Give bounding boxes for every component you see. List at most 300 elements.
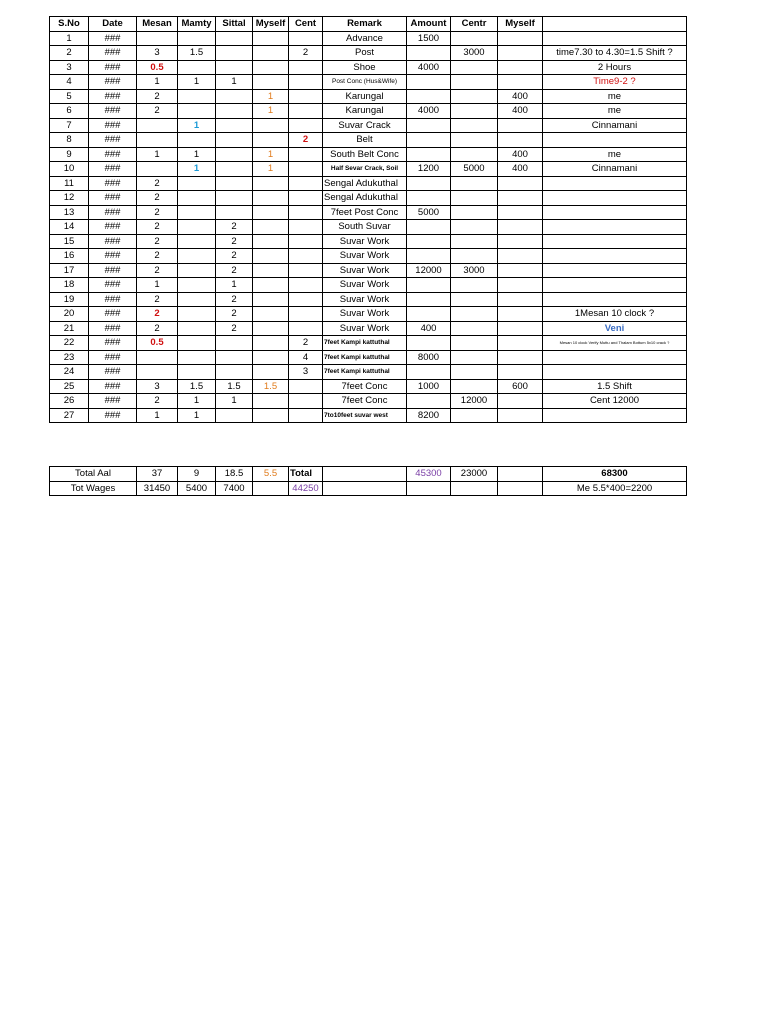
cell-note (543, 234, 687, 249)
cell-myself2 (498, 118, 543, 133)
cell-note (543, 408, 687, 423)
totals-cell-label: Tot Wages (50, 481, 137, 496)
cell-centr: 3000 (451, 46, 498, 61)
cell-myself (253, 205, 289, 220)
cell-remark: Karungal (323, 104, 407, 119)
header-amount: Amount (407, 17, 451, 32)
cell-sittal (216, 350, 253, 365)
cell-centr (451, 104, 498, 119)
cell-cent (289, 321, 323, 336)
cell-date: ### (89, 75, 137, 90)
cell-remark: Suvar Work (323, 292, 407, 307)
cell-mesan: 3 (137, 46, 178, 61)
cell-date: ### (89, 89, 137, 104)
cell-mamty: 1 (178, 162, 216, 177)
header-centr: Centr (451, 17, 498, 32)
cell-myself (253, 31, 289, 46)
cell-centr (451, 321, 498, 336)
table-row (50, 118, 687, 133)
cell-cent: 2 (289, 46, 323, 61)
cell-amount: 5000 (407, 205, 451, 220)
cell-date: ### (89, 365, 137, 380)
cell-myself (253, 133, 289, 148)
cell-date: ### (89, 394, 137, 409)
cell-centr: 12000 (451, 394, 498, 409)
cell-date: ### (89, 292, 137, 307)
cell-amount (407, 46, 451, 61)
cell-amount: 1500 (407, 31, 451, 46)
table-row (50, 249, 687, 264)
cell-myself2 (498, 365, 543, 380)
cell-cent (289, 408, 323, 423)
cell-myself (253, 321, 289, 336)
cell-note: me (543, 147, 687, 162)
cell-date: ### (89, 205, 137, 220)
cell-centr (451, 147, 498, 162)
cell-myself2: 400 (498, 162, 543, 177)
cell-sittal (216, 133, 253, 148)
cell-date: ### (89, 234, 137, 249)
cell-mamty (178, 307, 216, 322)
cell-centr (451, 292, 498, 307)
cell-sno: 19 (50, 292, 89, 307)
cell-sno: 13 (50, 205, 89, 220)
cell-note: Veni (543, 321, 687, 336)
cell-amount (407, 365, 451, 380)
cell-date: ### (89, 133, 137, 148)
cell-myself (253, 365, 289, 380)
table-row (50, 46, 687, 61)
header-date: Date (89, 17, 137, 32)
cell-date: ### (89, 162, 137, 177)
cell-mesan: 2 (137, 191, 178, 206)
cell-date: ### (89, 176, 137, 191)
cell-amount: 8200 (407, 408, 451, 423)
table-row (50, 350, 687, 365)
cell-cent (289, 89, 323, 104)
cell-amount (407, 394, 451, 409)
cell-mesan: 2 (137, 234, 178, 249)
totals-cell-centr: 23000 (451, 467, 498, 482)
cell-mamty (178, 220, 216, 235)
cell-cent (289, 220, 323, 235)
table-row (50, 394, 687, 409)
cell-myself2 (498, 249, 543, 264)
totals-cell-sittal: 7400 (216, 481, 253, 496)
cell-remark: 7feet Conc (323, 379, 407, 394)
header-myself2: Myself (498, 17, 543, 32)
cell-sittal (216, 147, 253, 162)
cell-mamty (178, 278, 216, 293)
cell-amount: 1200 (407, 162, 451, 177)
cell-myself (253, 60, 289, 75)
cell-note (543, 292, 687, 307)
cell-myself (253, 394, 289, 409)
cell-sno: 22 (50, 336, 89, 351)
cell-centr (451, 31, 498, 46)
cell-sno: 6 (50, 104, 89, 119)
totals-cell-label: Total Aal (50, 467, 137, 482)
cell-sittal (216, 60, 253, 75)
cell-myself2 (498, 278, 543, 293)
cell-centr (451, 220, 498, 235)
cell-mesan (137, 365, 178, 380)
cell-sittal (216, 46, 253, 61)
cell-date: ### (89, 408, 137, 423)
cell-cent (289, 31, 323, 46)
cell-mesan: 0.5 (137, 336, 178, 351)
cell-centr (451, 379, 498, 394)
cell-cent (289, 307, 323, 322)
cell-mesan: 2 (137, 249, 178, 264)
cell-remark: Post Conc (Hus&Wife) (323, 75, 407, 90)
cell-sittal (216, 89, 253, 104)
cell-amount (407, 176, 451, 191)
cell-myself2: 400 (498, 147, 543, 162)
cell-centr: 5000 (451, 162, 498, 177)
cell-myself: 1.5 (253, 379, 289, 394)
cell-mamty (178, 249, 216, 264)
header-mesan: Mesan (137, 17, 178, 32)
table-row (50, 307, 687, 322)
cell-mamty: 1.5 (178, 379, 216, 394)
cell-cent (289, 394, 323, 409)
cell-remark: Belt (323, 133, 407, 148)
cell-sittal: 2 (216, 234, 253, 249)
totals-cell-mesan: 31450 (137, 481, 178, 496)
cell-sittal (216, 205, 253, 220)
cell-mesan (137, 350, 178, 365)
cell-amount (407, 89, 451, 104)
cell-date: ### (89, 60, 137, 75)
cell-remark: Suvar Work (323, 307, 407, 322)
cell-centr (451, 307, 498, 322)
cell-note: time7.30 to 4.30=1.5 Shift ? (543, 46, 687, 61)
cell-sno: 14 (50, 220, 89, 235)
cell-myself2 (498, 263, 543, 278)
cell-cent (289, 191, 323, 206)
cell-myself: 1 (253, 147, 289, 162)
cell-cent: 2 (289, 133, 323, 148)
cell-remark: Suvar Work (323, 234, 407, 249)
cell-note: me (543, 104, 687, 119)
cell-amount (407, 234, 451, 249)
cell-date: ### (89, 191, 137, 206)
totals-cell-mesan: 37 (137, 467, 178, 482)
table-row (50, 31, 687, 46)
totals-cell-amount: 45300 (407, 467, 451, 482)
cell-date: ### (89, 147, 137, 162)
cell-sno: 20 (50, 307, 89, 322)
cell-myself (253, 350, 289, 365)
cell-cent (289, 249, 323, 264)
cell-mamty: 1 (178, 147, 216, 162)
cell-mesan: 2 (137, 263, 178, 278)
totals-cell-mamty: 9 (178, 467, 216, 482)
cell-sno: 27 (50, 408, 89, 423)
cell-mesan: 1 (137, 75, 178, 90)
cell-myself (253, 118, 289, 133)
cell-centr (451, 234, 498, 249)
cell-centr (451, 278, 498, 293)
cell-amount (407, 278, 451, 293)
cell-cent (289, 379, 323, 394)
cell-myself2: 400 (498, 104, 543, 119)
cell-remark: 7to10feet suvar west (323, 408, 407, 423)
cell-sittal (216, 191, 253, 206)
cell-note: 1Mesan 10 clock ? (543, 307, 687, 322)
cell-note (543, 191, 687, 206)
cell-remark: 7feet Kampi kattuthal (323, 336, 407, 351)
cell-mamty (178, 292, 216, 307)
cell-myself2 (498, 205, 543, 220)
cell-mesan: 2 (137, 205, 178, 220)
cell-remark: Suvar Crack (323, 118, 407, 133)
cell-myself (253, 408, 289, 423)
cell-mamty (178, 60, 216, 75)
cell-sno: 8 (50, 133, 89, 148)
cell-mamty (178, 31, 216, 46)
cell-amount (407, 133, 451, 148)
cell-sittal: 1 (216, 75, 253, 90)
cell-remark: Sengal Adukuthal (323, 191, 407, 206)
cell-centr (451, 350, 498, 365)
cell-amount (407, 336, 451, 351)
cell-sittal (216, 104, 253, 119)
cell-sno: 17 (50, 263, 89, 278)
cell-mesan: 0.5 (137, 60, 178, 75)
cell-mesan: 1 (137, 408, 178, 423)
cell-myself2 (498, 176, 543, 191)
cell-remark: Suvar Work (323, 321, 407, 336)
cell-remark: South Suvar (323, 220, 407, 235)
cell-myself2: 600 (498, 379, 543, 394)
cell-date: ### (89, 278, 137, 293)
cell-mamty (178, 133, 216, 148)
cell-mesan (137, 31, 178, 46)
cell-myself: 1 (253, 89, 289, 104)
cell-note (543, 31, 687, 46)
table-row (50, 408, 687, 423)
cell-sittal: 2 (216, 263, 253, 278)
cell-myself2 (498, 321, 543, 336)
cell-mamty (178, 176, 216, 191)
cell-myself2 (498, 133, 543, 148)
cell-amount (407, 147, 451, 162)
totals-cell-remark (323, 467, 407, 482)
cell-date: ### (89, 307, 137, 322)
table-row (50, 234, 687, 249)
cell-cent (289, 147, 323, 162)
cell-sno: 23 (50, 350, 89, 365)
cell-mamty (178, 234, 216, 249)
cell-amount (407, 75, 451, 90)
table-row (50, 263, 687, 278)
totals-cell-mamty: 5400 (178, 481, 216, 496)
cell-sittal: 1.5 (216, 379, 253, 394)
cell-sittal (216, 162, 253, 177)
cell-mamty (178, 89, 216, 104)
cell-sno: 9 (50, 147, 89, 162)
cell-note (543, 176, 687, 191)
cell-date: ### (89, 31, 137, 46)
cell-remark: Advance (323, 31, 407, 46)
totals-cell-amount (407, 481, 451, 496)
totals-cell-myself2 (498, 467, 543, 482)
totals-table (49, 466, 687, 496)
cell-sittal: 2 (216, 307, 253, 322)
cell-note: Mesan 10 clock Verify Muttu and Thalam Bottum 5x10 crack ? (543, 336, 687, 351)
cell-cent (289, 75, 323, 90)
totals-row (50, 467, 687, 482)
cell-centr (451, 336, 498, 351)
cell-amount (407, 118, 451, 133)
table-row (50, 133, 687, 148)
table-row (50, 89, 687, 104)
cell-centr (451, 191, 498, 206)
cell-date: ### (89, 104, 137, 119)
cell-date: ### (89, 321, 137, 336)
cell-mamty: 1 (178, 408, 216, 423)
cell-sno: 12 (50, 191, 89, 206)
header-sno: S.No (50, 17, 89, 32)
cell-sno: 4 (50, 75, 89, 90)
cell-myself (253, 292, 289, 307)
table-row (50, 162, 687, 177)
cell-sittal: 2 (216, 292, 253, 307)
totals-cell-cent: Total (289, 467, 323, 482)
cell-myself2 (498, 191, 543, 206)
table-row (50, 191, 687, 206)
cell-myself: 1 (253, 104, 289, 119)
table-row (50, 176, 687, 191)
cell-note (543, 278, 687, 293)
table-row (50, 278, 687, 293)
cell-mamty (178, 336, 216, 351)
header-myself: Myself (253, 17, 289, 32)
cell-remark: Karungal (323, 89, 407, 104)
table-row (50, 147, 687, 162)
cell-remark: Post (323, 46, 407, 61)
header-remark: Remark (323, 17, 407, 32)
cell-date: ### (89, 118, 137, 133)
cell-myself (253, 336, 289, 351)
cell-centr (451, 60, 498, 75)
cell-amount (407, 307, 451, 322)
cell-note (543, 220, 687, 235)
cell-myself2 (498, 31, 543, 46)
cell-remark: 7feet Post Conc (323, 205, 407, 220)
cell-mamty (178, 104, 216, 119)
totals-row (50, 481, 687, 496)
cell-note (543, 263, 687, 278)
cell-centr (451, 408, 498, 423)
cell-cent (289, 292, 323, 307)
cell-mesan: 3 (137, 379, 178, 394)
cell-note (543, 249, 687, 264)
cell-remark: Suvar Work (323, 249, 407, 264)
cell-myself2 (498, 60, 543, 75)
cell-centr (451, 133, 498, 148)
table-row (50, 220, 687, 235)
table-row (50, 104, 687, 119)
cell-mesan: 2 (137, 307, 178, 322)
cell-sno: 15 (50, 234, 89, 249)
totals-cell-myself (253, 481, 289, 496)
totals-cell-note: Me 5.5*400=2200 (543, 481, 687, 496)
cell-centr (451, 118, 498, 133)
cell-note (543, 133, 687, 148)
totals-cell-myself2 (498, 481, 543, 496)
cell-sno: 18 (50, 278, 89, 293)
cell-mamty (178, 321, 216, 336)
table-row (50, 379, 687, 394)
cell-date: ### (89, 249, 137, 264)
cell-mamty (178, 263, 216, 278)
cell-myself (253, 307, 289, 322)
cell-amount: 4000 (407, 104, 451, 119)
cell-sittal (216, 176, 253, 191)
cell-mamty (178, 205, 216, 220)
header-sittal: Sittal (216, 17, 253, 32)
cell-cent (289, 176, 323, 191)
cell-myself2 (498, 46, 543, 61)
cell-sno: 16 (50, 249, 89, 264)
cell-remark: Suvar Work (323, 278, 407, 293)
totals-cell-remark (323, 481, 407, 496)
cell-date: ### (89, 336, 137, 351)
cell-sno: 5 (50, 89, 89, 104)
cell-sittal (216, 31, 253, 46)
cell-mamty: 1 (178, 118, 216, 133)
worksheet-table (49, 16, 687, 423)
cell-myself (253, 249, 289, 264)
cell-myself2 (498, 350, 543, 365)
cell-note: Cent 12000 (543, 394, 687, 409)
cell-cent (289, 104, 323, 119)
cell-myself (253, 75, 289, 90)
cell-myself (253, 176, 289, 191)
cell-note: 1.5 Shift (543, 379, 687, 394)
cell-note (543, 350, 687, 365)
cell-centr (451, 75, 498, 90)
cell-myself2 (498, 307, 543, 322)
cell-sittal (216, 408, 253, 423)
cell-note (543, 205, 687, 220)
cell-sittal (216, 336, 253, 351)
cell-sittal (216, 365, 253, 380)
cell-sittal (216, 118, 253, 133)
cell-sno: 2 (50, 46, 89, 61)
cell-sno: 26 (50, 394, 89, 409)
cell-myself2 (498, 336, 543, 351)
cell-amount (407, 292, 451, 307)
cell-myself: 1 (253, 162, 289, 177)
cell-mamty: 1 (178, 394, 216, 409)
cell-mesan: 1 (137, 278, 178, 293)
cell-centr (451, 365, 498, 380)
cell-sno: 25 (50, 379, 89, 394)
cell-sittal: 1 (216, 278, 253, 293)
table-row (50, 75, 687, 90)
cell-sittal: 2 (216, 220, 253, 235)
cell-remark: Shoe (323, 60, 407, 75)
cell-myself2 (498, 75, 543, 90)
cell-mesan: 2 (137, 89, 178, 104)
cell-centr: 3000 (451, 263, 498, 278)
cell-sno: 21 (50, 321, 89, 336)
cell-cent: 3 (289, 365, 323, 380)
